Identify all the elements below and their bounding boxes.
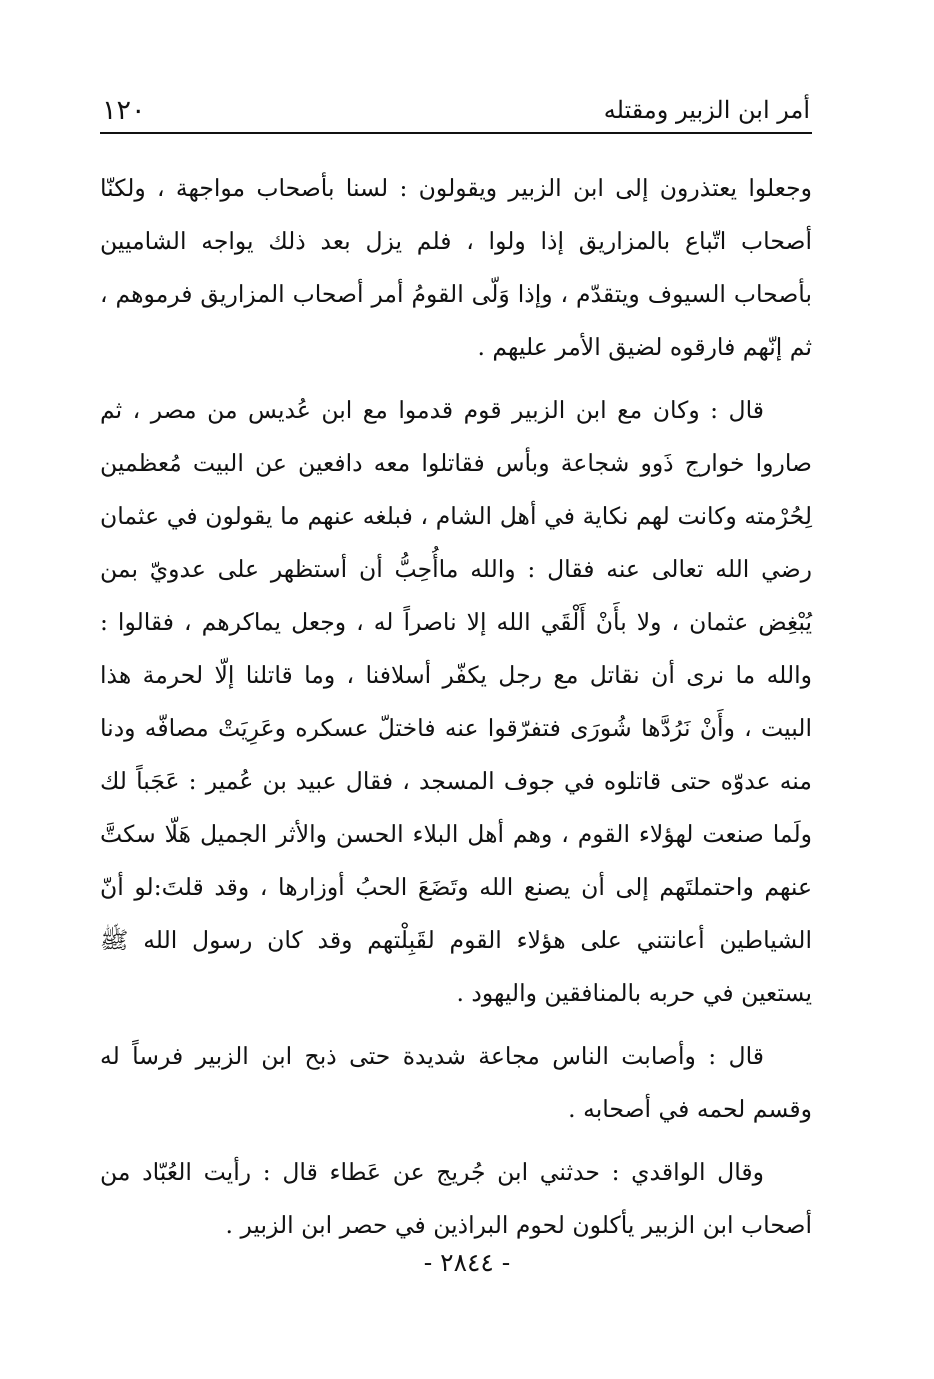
paragraph-3: قال : وأصابت الناس مجاعة شديدة حتى ذبح ابن الزبير فرساً له وقسم لحمه في أصحابه . [100, 1042, 812, 1123]
paragraph-2: قال : وكان مع ابن الزبير قوم قدموا مع ابن عُديس من مصر ، ثم صاروا خوارج ذَوو شجاعة وبأس فقاتلوا معه دافعين عن البيت مُعظمين لِحُرْمته وكانت لهم نكاية في أهل الشام ، فبلغه عنهم ما يقولون في عثمان رضي الله تعالى عنه فقال : والله ماأُحِبُّ أن أستظهر على عدويّ بمن يُبْغِض عثمان ، ولا بأَنْ أَلْقَي الله إلا ناصراً له ، وجعل يماكرهم ، فقالوا : والله ما نرى أن نقاتل مع رجل يكفّر أسلافنا ، وما قاتلنا إلّا لحرمة هذا البيت ، وأَنْ نَرُدَّها شُورَى فتفرّقوا عنه فاختلّ عسكره وعَرِيَتْ مصافّه ودنا منه عدوّه حتى قاتلوه في جوف المسجد ، فقال عبيد بن عُمير : عَجَباً لك ولَما صنعت لهؤلاء القوم ، وهم أهل البلاء الحسن والأثر الجميل هَلّا سكتَّ عنهم واحتملتَهم إلى أن يصنع الله وتَضَعَ الحبُ أوزارها ، وقد قلتَ:لو أنّ الشياطين أعانتني على هؤلاء القوم لقَبِلْتهم وقد كان رسول الله ﷺ يستعين في حربه بالمنافقين واليهود . [100, 396, 812, 1007]
page-header [100, 84, 812, 134]
body-text [100, 162, 812, 1262]
paragraph-4: وقال الواقدي : حدثني ابن جُريج عن عَطاء قال : رأيت العُبّاد من أصحاب ابن الزبير يأكلون لحوم البراذين في حصر ابن الزبير . [100, 1158, 812, 1239]
running-title: أمر ابن الزبير ومقتله [603, 96, 810, 124]
page-number: ١٢٠ [102, 95, 146, 126]
paragraph-1: وجعلوا يعتذرون إلى ابن الزبير ويقولون : لسنا بأصحاب مواجهة ، ولكنّا أصحاب اتّباع بالمزاريق إذا ولوا ، فلم يزل بعد ذلك يواجه الشاميين بأصحاب السيوف ويتقدّم ، وإذا وَلّى القومُ أمر أصحاب المزاريق فرموهم ، ثم إنّهم فارقوه لضيق الأمر عليهم . [100, 174, 812, 361]
footer-page-number: - ٢٨٤٤ - [423, 1248, 511, 1277]
